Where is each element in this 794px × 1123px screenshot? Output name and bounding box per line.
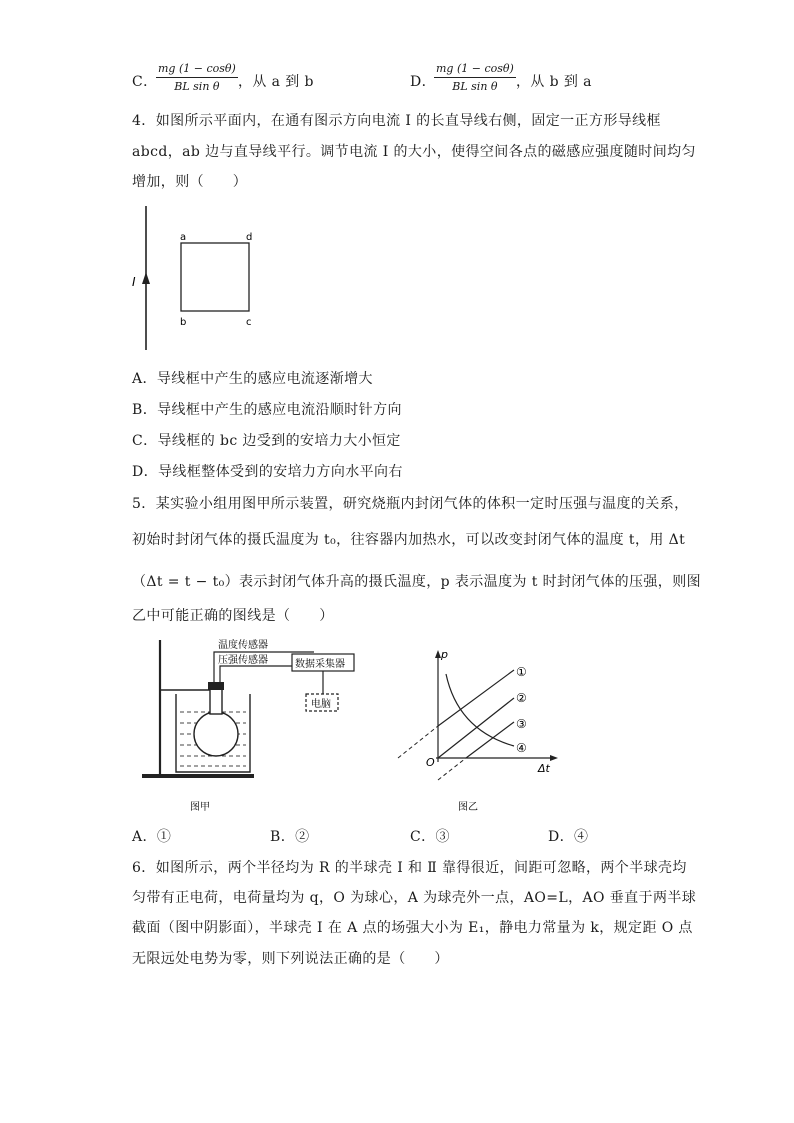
q4-option-a: A．导线框中产生的感应电流逐渐增大 — [132, 371, 373, 387]
q4-figure — [130, 200, 280, 360]
graph-line-1 — [438, 670, 514, 726]
q6-stem-line3: 截面（图中阴影面），半球壳 Ⅰ 在 A 点的场强大小为 E₁，静电力常量为 k，规定距 O 点 — [132, 920, 693, 936]
q3-option-d-label: D． — [410, 74, 437, 90]
graph-line-2 — [438, 698, 514, 758]
curve-label-3: ③ — [516, 717, 527, 731]
q3-option-c-numerator: mg (1 − cosθ) — [156, 62, 238, 78]
q5-option-c: C．③ — [410, 829, 450, 845]
origin-label: O — [426, 756, 435, 769]
q6-stem-line1: 6．如图所示，两个半径均为 R 的半球壳 Ⅰ 和 Ⅱ 靠得很近，间距可忽略，两个半球壳均 — [132, 860, 687, 876]
x-axis-arrow-icon — [550, 755, 558, 761]
x-axis-label: Δt — [538, 762, 550, 775]
figure-a-caption: 图甲 — [190, 802, 210, 813]
pressure-sensor-wire — [220, 666, 292, 682]
corner-c-label: c — [246, 317, 252, 328]
q5-option-b: B．② — [270, 829, 310, 845]
current-arrow-icon — [142, 272, 150, 284]
q6-stem-line4: 无限远处电势为零，则下列说法正确的是（ ） — [132, 951, 449, 967]
q5-figure-b — [392, 644, 572, 820]
flask-neck — [210, 688, 222, 714]
q3-option-c-tail: ，从 a 到 b — [238, 74, 314, 90]
y-axis-label: p — [441, 648, 448, 661]
corner-a-label: a — [180, 232, 187, 243]
q4-stem-line3: 增加，则（ ） — [132, 174, 248, 190]
q3-option-d-fraction — [434, 62, 516, 93]
computer-label: 电脑 — [311, 699, 331, 710]
q3-option-c-denominator: BL sin θ — [174, 80, 220, 93]
graph-curve-4 — [446, 674, 514, 746]
q3-option-c-fraction — [156, 62, 238, 93]
line1-extension — [398, 726, 438, 758]
q5-option-d: D．④ — [548, 829, 589, 845]
graph-line-3 — [466, 722, 514, 758]
stand-base — [142, 774, 254, 778]
q3-option-c-label: C． — [132, 74, 158, 90]
q3-option-d-numerator: mg (1 − cosθ) — [434, 62, 516, 78]
square-loop — [181, 243, 249, 311]
corner-d-label: d — [246, 232, 253, 243]
flask-stopper — [208, 682, 224, 690]
q5-figure-a — [138, 632, 378, 822]
figure-b-caption: 图乙 — [458, 802, 478, 813]
pressure-sensor-label: 压强传感器 — [218, 655, 268, 666]
q4-option-c: C．导线框的 bc 边受到的安培力大小恒定 — [132, 433, 401, 449]
data-collector-label: 数据采集器 — [295, 659, 345, 670]
curve-label-4: ④ — [516, 741, 527, 755]
temp-sensor-label: 温度传感器 — [218, 640, 268, 651]
line3-extension — [438, 758, 466, 780]
corner-b-label: b — [180, 317, 187, 328]
q5-stem-line1: 5．某实验小组用图甲所示装置，研究烧瓶内封闭气体的体积一定时压强与温度的关系， — [132, 496, 689, 512]
current-label: I — [132, 275, 136, 289]
curve-label-2: ② — [516, 691, 527, 705]
q6-stem-line2: 匀带有正电荷，电荷量均为 q，O 为球心，A 为球壳外一点，AO=L，AO 垂直于两半球 — [132, 890, 697, 906]
q4-stem-line1: 4．如图所示平面内，在通有图示方向电流 I 的长直导线右侧，固定一正方形导线框 — [132, 113, 661, 129]
q4-option-b: B．导线框中产生的感应电流沿顺时针方向 — [132, 402, 402, 418]
flask-bulb — [194, 712, 238, 756]
q3-option-d-tail: ，从 b 到 a — [516, 74, 592, 90]
q5-option-a: A．① — [132, 829, 172, 845]
q5-stem-line4: 乙中可能正确的图线是（ ） — [132, 608, 334, 624]
q5-stem-line3: （Δt = t − t₀）表示封闭气体升高的摄氏温度，p 表示温度为 t 时封闭气体的压强，则图 — [132, 574, 701, 590]
q3-option-d-denominator: BL sin θ — [452, 80, 498, 93]
q4-stem-line2: abcd，ab 边与直导线平行。调节电流 I 的大小，使得空间各点的磁感应强度随时间均匀 — [132, 144, 696, 160]
q5-stem-line2: 初始时封闭气体的摄氏温度为 t₀，往容器内加热水，可以改变封闭气体的温度 t，用 Δt — [132, 532, 686, 548]
q4-option-d: D．导线框整体受到的安培力方向水平向右 — [132, 464, 403, 480]
curve-label-1: ① — [516, 665, 527, 679]
